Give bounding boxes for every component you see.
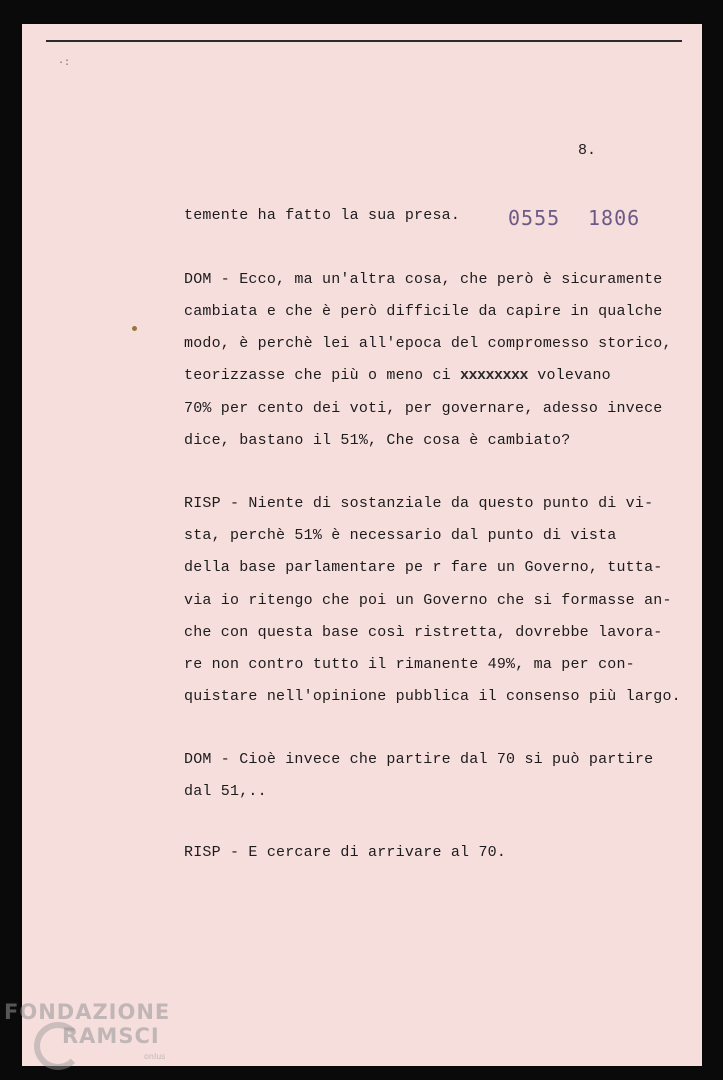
archive-stamp-left: 0555 [508, 206, 561, 230]
paper-speck [132, 326, 137, 331]
text-line: temente ha fatto la sua presa. [184, 207, 461, 224]
typed-over-word: xxxxxxxx [460, 367, 529, 384]
text-line: via io ritengo che poi un Governo che si formasse an- [184, 592, 672, 609]
document-page [22, 24, 702, 1066]
watermark-line-2: RAMSCI [62, 1024, 160, 1048]
archive-stamp-right: 1806 [588, 206, 641, 230]
corner-mark: ·: [58, 58, 71, 69]
top-rule [46, 40, 682, 42]
text-line: che con questa base così ristretta, dovrebbe lavora- [184, 624, 663, 641]
text-line: RISP - E cercare di arrivare al 70. [184, 844, 507, 861]
text-line: DOM - Cioè invece che partire dal 70 si può partire [184, 751, 654, 768]
text-line: re non contro tutto il rimanente 49%, ma per con- [184, 656, 635, 673]
text-line: 70% per cento dei voti, per governare, adesso invece [184, 400, 663, 417]
text-line-with-strikeout [184, 367, 611, 384]
text-line: RISP - Niente di sostanziale da questo punto di vi- [184, 495, 654, 512]
text-line: dice, bastano il 51%, Che cosa è cambiato? [184, 432, 571, 449]
text-line: sta, perchè 51% è necessario dal punto di vista [184, 527, 617, 544]
text-line: della base parlamentare pe r fare un Governo, tutta- [184, 559, 663, 576]
watermark-line-1: FONDAZIONE [4, 1000, 171, 1024]
text-line: quistare nell'opinione pubblica il consenso più largo. [184, 688, 681, 705]
page-number: 8. [578, 142, 597, 159]
watermark-sub: onlus [144, 1052, 166, 1061]
fondazione-gramsci-watermark [4, 1000, 204, 1080]
text-fragment: volevano [537, 367, 611, 384]
text-line: DOM - Ecco, ma un'altra cosa, che però è sicuramente [184, 271, 663, 288]
text-line: dal 51,.. [184, 783, 267, 800]
text-line: cambiata e che è però difficile da capire in qualche [184, 303, 663, 320]
text-fragment: teorizzasse che più o meno ci [184, 367, 451, 384]
text-line: modo, è perchè lei all'epoca del compromesso storico, [184, 335, 672, 352]
